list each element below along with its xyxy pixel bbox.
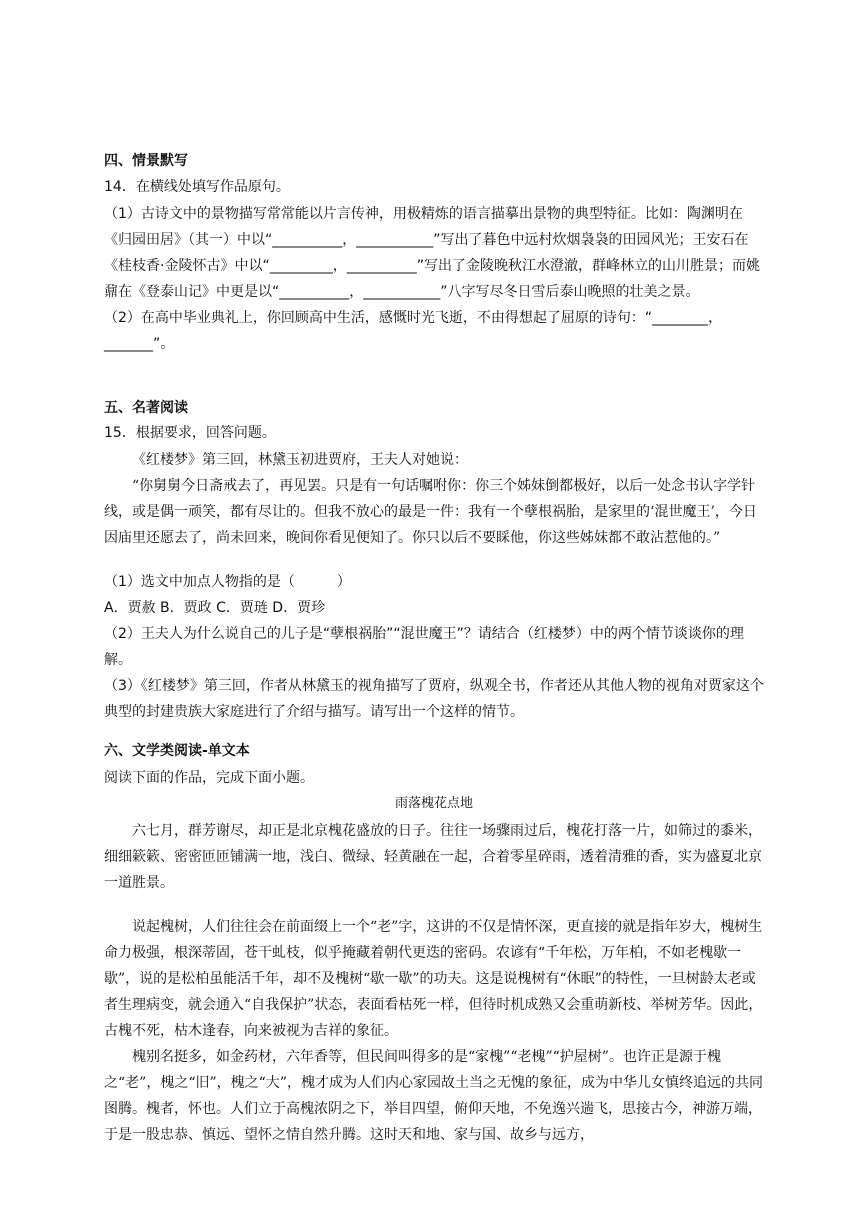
article-paragraph-2: 说起槐树，人们往往会在前面缀上一个“老”字，这讲的不仅是情怀深，更直接的就是指年岁大，槐树生命力极强，根深蒂固，苍干虬枝，似乎掩藏着朝代更迭的密码。农谚有“千年松，万年柏，不如老槐歇一歇”，说的是松柏虽能活千年，却不及槐树“歇一歇”的功夫。这是说槐树有“休眠”的特性，一旦树龄太老或者生理病变，就会通入“自我保护”状态，表面看枯死一样，但待时机成熟又会重萌新枝、举树芳华。因此，古槐不死，枯木逢春，向来被视为吉祥的象征。: [104, 919, 763, 1039]
question-15-sub-1: （1）选文中加点人物指的是（ ）: [104, 574, 351, 590]
excerpt-intro: 《红楼梦》第三回，林黛玉初进贾府，王夫人对她说：: [132, 452, 468, 468]
section-heading-6: 六、文学类阅读-单文本: [104, 743, 250, 759]
section-6-intro: 阅读下面的作品，完成下面小题。: [104, 770, 314, 786]
question-15-sub-3: （3）《红楼梦》第三回，作者从林黛玉的视角描写了贾府，纵观全书，作者还从其他人物的视角对贾家这个典型的封建贵族大家庭进行了介绍与描写。请写出一个这样的情节。: [104, 678, 764, 720]
question-14-part-1: （1）古诗文中的景物描写常常能以片言传神，用极精炼的语言描摹出景物的典型特征。比如：陶渊明在《归园田居》（其一）中以“__________，___________”写出了暮色中远村炊烟袅袅的田园风光；王安石在《桂枝香·金陵怀古》中以“_________，__________”写出了金陵晚秋江水澄澈，群峰林立的山川胜景；而姚鼐在《登泰山记》中更是以“__________，___________”八字写尽冬日雪后泰山晚照的壮美之景。: [104, 206, 760, 300]
section-heading-5: 五、名著阅读: [104, 400, 188, 416]
question-15-intro: 15．根据要求，回答问题。: [104, 425, 276, 441]
question-14-part-2: （2）在高中毕业典礼上，你回顾高中生活，感慨时光飞逝，不由得想起了屈原的诗句：“________，_______”。: [104, 310, 723, 352]
excerpt-quote: “你舅舅今日斋戒去了，再见罢。只是有一句话嘱咐你：你三个姊妹倒都极好，以后一处念书认字学针线，或是偶一顽笑，都有尽让的。但我不放心的最是一件：我有一个孽根祸胎，是家里的‘混世魔王’，今日因庙里还愿去了，尚未回来，晚间你看见便知了。你只以后不要睬他，你这些姊妹都不敢沾惹他的。”: [104, 478, 757, 546]
section-heading-4: 四、情景默写: [104, 153, 188, 169]
question-15-options: A．贾赦 B．贾政 C．贾琏 D．贾珍: [104, 600, 326, 616]
article-paragraph-3: 槐别名挺多，如金药材，六年香等，但民间叫得多的是“家槐”“老槐”“护屋树”。也许正是源于槐之“老”，槐之“旧”，槐之“大”，槐才成为人们内心家园故土当之无愧的象征，成为中华儿女慎终追远的共同图腾。槐者，怀也。人们立于高槐浓阴之下，举目四望，俯仰天地，不免逸兴遄飞，思接古今，神游万端，于是一股忠恭、慎远、望怀之情自然升腾。这时天和地、家与国、故乡与远方，: [104, 1049, 763, 1143]
article-paragraph-1: 六七月，群芳谢尽，却正是北京槐花盛放的日子。往往一场骤雨过后，槐花打落一片，如筛过的黍米，细细簌簌、密密匝匝铺满一地，浅白、微绿、轻黄融在一起，合着零星碎雨，透着清雅的香，实为盛夏北京一道胜景。: [104, 823, 762, 891]
question-15-sub-2: （2）王夫人为什么说自己的儿子是“孽根祸胎”“混世魔王”？请结合（红楼梦）中的两个情节谈谈你的理解。: [104, 626, 744, 668]
article-title: 雨落槐花点地: [394, 796, 473, 811]
question-14-intro: 14．在横线处填写作品原句。: [104, 179, 290, 195]
